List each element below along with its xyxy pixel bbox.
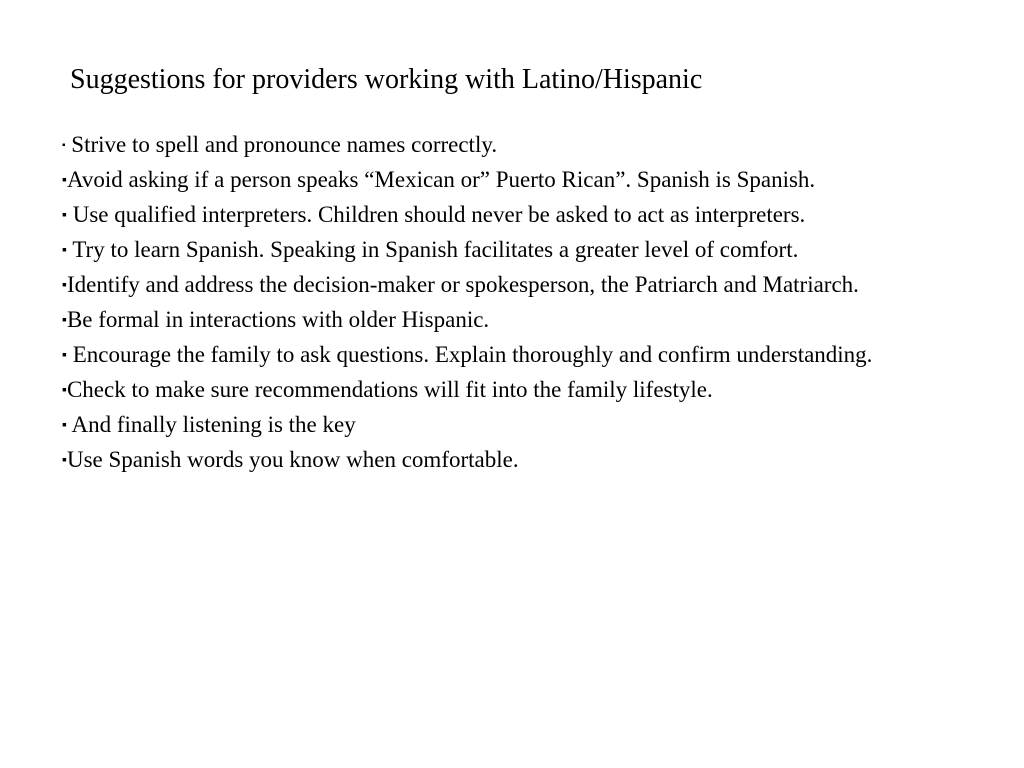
- list-item-text: And finally listening is the key: [71, 412, 356, 437]
- list-item-text: Try to learn Spanish. Speaking in Spanish facilitates a greater level of comfort.: [72, 237, 799, 262]
- bullet-icon: ▪: [62, 418, 67, 433]
- list-item-text: Use Spanish words you know when comfortable.: [66, 447, 519, 472]
- list-item: [62, 338, 912, 373]
- bullet-list: [62, 128, 912, 478]
- list-item: [62, 408, 912, 443]
- list-item-text: Avoid asking if a person speaks “Mexican or” Puerto Rican”. Spanish is Spanish.: [66, 167, 816, 192]
- list-item: [62, 198, 912, 233]
- bullet-icon: ▪: [62, 278, 67, 293]
- bullet-icon: ▪: [62, 383, 67, 398]
- list-item-text: Check to make sure recommendations will fit into the family lifestyle.: [66, 377, 713, 402]
- bullet-icon: ▪: [62, 453, 67, 468]
- list-item-text: Use qualified interpreters. Children should never be asked to act as interpreters.: [72, 202, 806, 227]
- slide-title: Suggestions for providers working with Latino/Hispanic: [70, 64, 703, 95]
- bullet-icon: ▪: [62, 173, 67, 188]
- list-item-text: Identify and address the decision-maker or spokesperson, the Patriarch and Matriarch.: [66, 272, 859, 297]
- list-item: [62, 443, 912, 478]
- bullet-icon: ▪: [62, 313, 67, 328]
- list-item-text: Encourage the family to ask questions. Explain thoroughly and confirm understanding.: [72, 342, 873, 367]
- list-item: [62, 128, 912, 163]
- list-item: [62, 303, 912, 338]
- list-item: [62, 373, 912, 408]
- bullet-icon: ▪: [62, 348, 67, 363]
- bullet-icon: ▪: [62, 243, 67, 258]
- list-item: [62, 233, 912, 268]
- list-item: [62, 268, 912, 303]
- list-item-text: Strive to spell and pronounce names correctly.: [71, 132, 498, 157]
- list-item-text: Be formal in interactions with older Hispanic.: [66, 307, 490, 332]
- list-item: [62, 163, 912, 198]
- bullet-icon: ▪: [62, 208, 67, 223]
- bullet-icon: ▪: [62, 140, 66, 151]
